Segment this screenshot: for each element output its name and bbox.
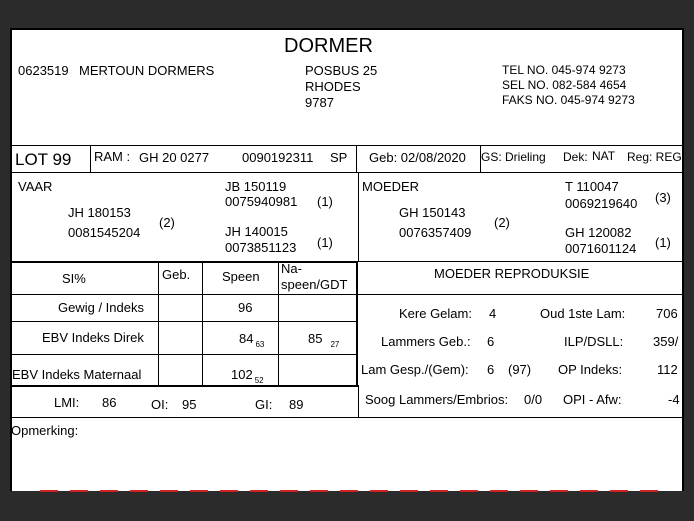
- row-direk-naspeen: 85 $_{27}$: [308, 331, 340, 349]
- opmerking-label: Opmerking:: [11, 423, 79, 438]
- gesp-gem: (97): [508, 362, 532, 377]
- sire-dam-number: 0073851123: [225, 240, 297, 255]
- ram-number: 0090192311: [242, 150, 314, 165]
- lot-card: [10, 28, 684, 491]
- divider: [356, 261, 358, 387]
- divider: [10, 385, 358, 387]
- col-naspeen-2: speen/GDT: [281, 277, 348, 292]
- dam-dam-count: (1): [655, 235, 671, 250]
- gi-label: GI:: [255, 397, 273, 412]
- border-right: [682, 28, 684, 491]
- row-gewig-label: Gewig / Indeks: [58, 300, 144, 315]
- row-maternaal-speen: 102 $_{52}$: [231, 367, 264, 385]
- divider: [356, 145, 357, 172]
- clipped-red-text-line: [40, 490, 660, 492]
- divider: [10, 172, 684, 173]
- moeder-label: MOEDER: [362, 179, 420, 194]
- gi-value: 89: [289, 397, 304, 412]
- sire-sire-id: JH 180153: [68, 205, 131, 220]
- divider: [10, 261, 358, 263]
- row-direk-speen: 84 $_{63}$: [239, 331, 265, 349]
- divider: [158, 261, 159, 385]
- divider: [358, 385, 359, 417]
- oud-label: Oud 1ste Lam:: [540, 306, 626, 321]
- reproduction-title: MOEDER REPRODUKSIE: [434, 266, 590, 281]
- breed-title: DORMER: [284, 35, 373, 57]
- dam-id: T 110047: [565, 179, 619, 194]
- dam-sire-number: 0076357409: [399, 225, 472, 240]
- divider: [10, 294, 684, 295]
- sire-dam-count: (1): [317, 235, 333, 250]
- oud-value: 706: [656, 306, 678, 321]
- col-speen: Speen: [222, 269, 260, 284]
- sire-id: JB 150119: [225, 179, 287, 194]
- soog-value: 0/0: [524, 392, 543, 407]
- tel-number: TEL NO. 045-974 9273: [502, 63, 626, 77]
- sire-dam-id: JH 140015: [225, 224, 288, 239]
- opi-label: OPI - Afw:: [563, 392, 622, 407]
- row-direk-label: EBV Indeks Direk: [42, 330, 144, 345]
- vaar-label: VAAR: [18, 179, 53, 194]
- ilp-value: 359/: [653, 334, 679, 349]
- divider: [10, 354, 358, 355]
- row-gewig-speen: 96: [238, 300, 253, 315]
- col-geb: Geb.: [162, 267, 191, 282]
- kere-value: 4: [489, 306, 497, 321]
- kere-label: Kere Gelam:: [399, 306, 472, 321]
- breeder-id: 0623519: [18, 63, 69, 78]
- dam-number: 0069219640: [565, 196, 638, 211]
- divider: [358, 172, 359, 261]
- top-bar: [0, 0, 694, 28]
- gesp-value: 6: [487, 362, 495, 377]
- dam-sire-count: (2): [494, 215, 510, 230]
- breeder-name: MERTOUN DORMERS: [79, 63, 215, 78]
- faks-number: FAKS NO. 045-974 9273: [502, 93, 635, 107]
- bottom-bar: [0, 491, 694, 521]
- birth-date: Geb: 02/08/2020: [369, 150, 466, 165]
- dam-dam-number: 0071601124: [565, 241, 637, 256]
- col-naspeen-1: Na-: [281, 261, 302, 276]
- reg-status: Reg: REG: [627, 150, 682, 164]
- ram-id: GH 20 0277: [139, 150, 210, 165]
- oi-value: 95: [182, 397, 197, 412]
- dek-value: NAT: [592, 149, 616, 163]
- gesp-label: Lam Gesp./(Gem):: [361, 362, 469, 377]
- lammers-label: Lammers Geb.:: [381, 334, 471, 349]
- soog-label: Soog Lammers/Embrios:: [365, 392, 509, 407]
- sire-number: 0075940981: [225, 194, 298, 209]
- dam-sire-id: GH 150143: [399, 205, 466, 220]
- op-label: OP Indeks:: [558, 362, 623, 377]
- lmi-label: LMI:: [54, 395, 80, 410]
- divider: [358, 261, 684, 262]
- sire-sire-number: 0081545204: [68, 225, 141, 240]
- divider: [202, 261, 203, 385]
- address-line-2: RHODES: [305, 79, 361, 94]
- gs-status: GS: Drieling: [481, 150, 546, 164]
- ram-suffix: SP: [330, 150, 348, 165]
- divider: [10, 145, 684, 146]
- sel-number: SEL NO. 082-584 4654: [502, 78, 627, 92]
- border-left: [10, 28, 12, 491]
- col-si: SI%: [62, 271, 86, 286]
- opi-value: -4: [668, 392, 680, 407]
- address-line-1: POSBUS 25: [305, 63, 378, 78]
- row-maternaal-label: EBV Indeks Maternaal: [12, 367, 142, 382]
- sire-count: (1): [317, 194, 333, 209]
- lmi-value: 86: [102, 395, 117, 410]
- lammers-value: 6: [487, 334, 495, 349]
- sire-sire-count: (2): [159, 215, 175, 230]
- dek-label: Dek:: [563, 150, 588, 164]
- divider: [10, 321, 358, 322]
- lot-number: LOT 99: [15, 150, 72, 169]
- address-line-3: 9787: [305, 95, 334, 110]
- divider: [278, 261, 279, 385]
- dam-count: (3): [655, 190, 671, 205]
- border-top: [10, 28, 684, 30]
- dam-dam-id: GH 120082: [565, 225, 632, 240]
- oi-label: OI:: [151, 397, 169, 412]
- op-value: 112: [657, 362, 678, 377]
- ram-label: RAM :: [94, 149, 131, 164]
- divider: [90, 145, 91, 172]
- ilp-label: ILP/DSLL:: [564, 334, 624, 349]
- divider: [10, 417, 684, 418]
